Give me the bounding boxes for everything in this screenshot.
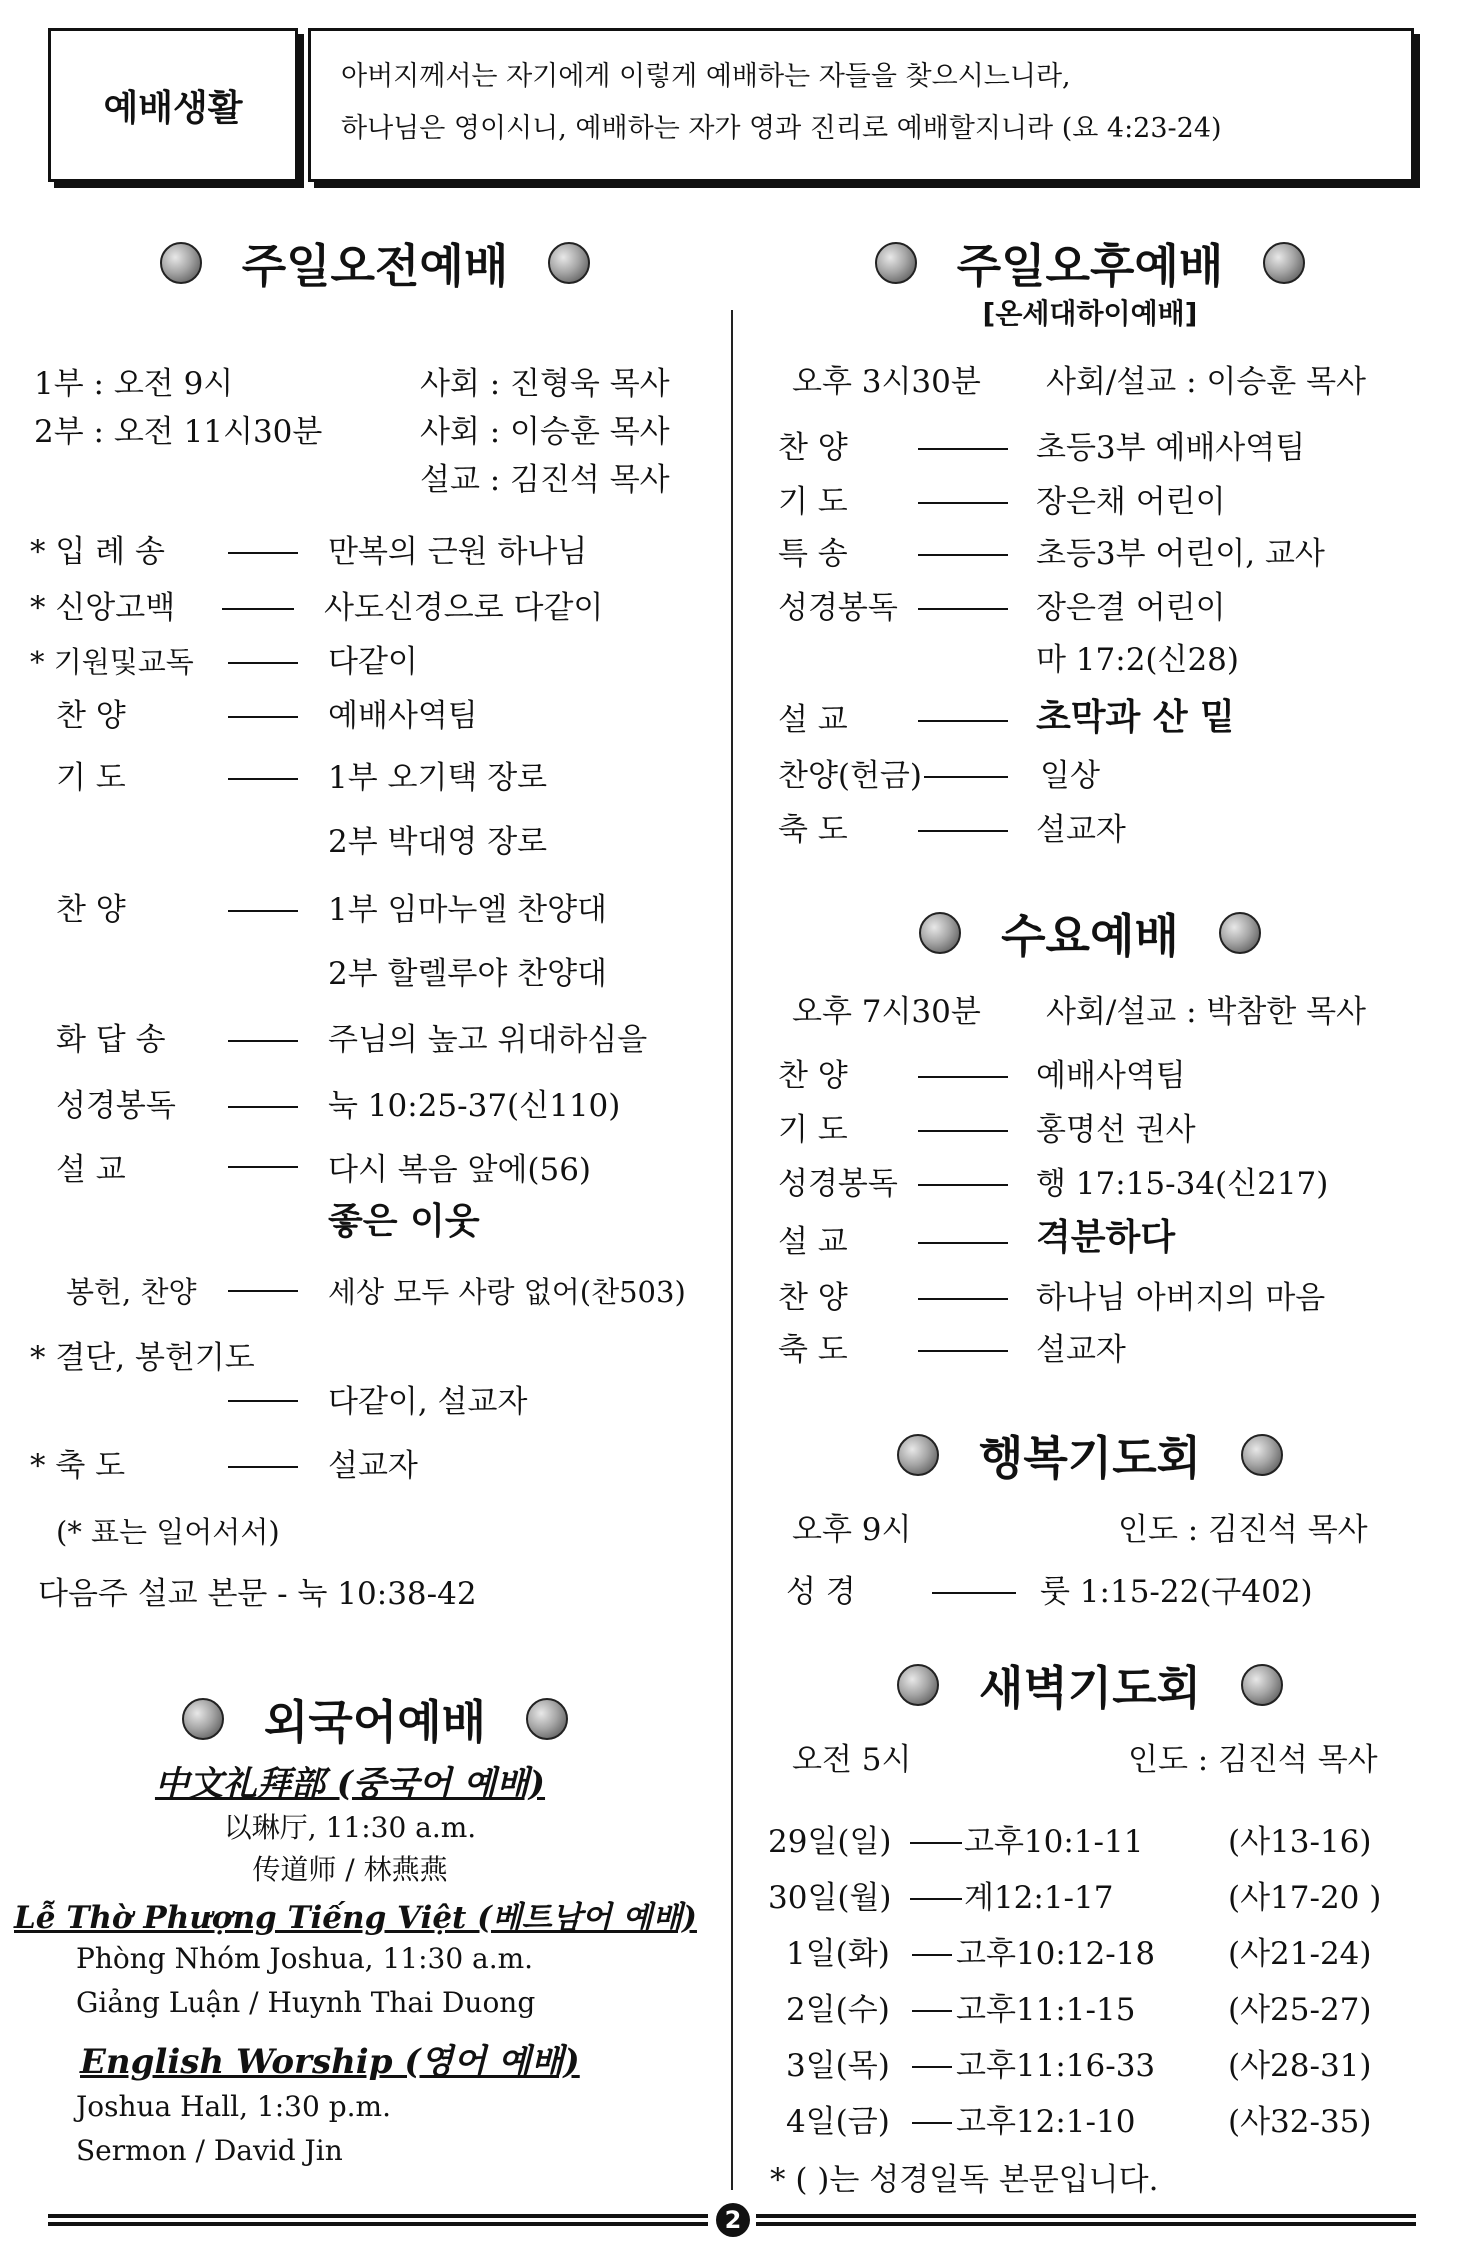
- dawn-day: 1일(화): [786, 1936, 890, 1972]
- sermon-title: 격분하다: [1036, 1217, 1176, 1258]
- order-label: * 입 례 송: [30, 534, 165, 570]
- dawn-reading: 계12:1-17: [964, 1880, 1114, 1916]
- vietnamese-title: Lễ Thờ Phượng Tiếng Việt (베트남어 예배): [14, 1900, 697, 1936]
- dawn-reading: 고후11:16-33: [956, 2048, 1156, 2084]
- bullet-circle-icon: [160, 242, 202, 284]
- order-label: 특 송: [778, 536, 848, 572]
- order-value: 일상: [1040, 758, 1100, 794]
- dawn-day: 30일(월): [768, 1880, 892, 1916]
- dash-line: [918, 1350, 1008, 1352]
- dash-line: [912, 2122, 952, 2124]
- order-value: 초등3부 예배사역팀: [1036, 430, 1306, 466]
- bullet-circle-icon: [526, 1698, 568, 1740]
- order-value: 1부 오기택 장로: [328, 760, 548, 796]
- afternoon-time: 오후 3시30분: [792, 364, 981, 400]
- sermon-title: 좋은 이웃: [328, 1201, 480, 1242]
- order-label: 찬양(헌금): [778, 758, 922, 794]
- afternoon-title: 주일오후예배: [745, 230, 1435, 296]
- vietnamese-line-2: Giảng Luận / Huynh Thai Duong: [76, 1986, 536, 2019]
- dawn-ref: (사21-24): [1228, 1936, 1372, 1972]
- dash-line: [228, 1466, 298, 1468]
- happy-scripture: 룻 1:15-22(구402): [1040, 1574, 1313, 1610]
- dawn-leader: 인도 : 김진석 목사: [1128, 1742, 1378, 1778]
- order-label: 찬 양: [778, 1280, 848, 1316]
- verse-box: [308, 28, 1414, 182]
- dash-line: [228, 1400, 298, 1402]
- next-week-sermon: 다음주 설교 본문 - 눅 10:38-42: [38, 1576, 477, 1612]
- dash-line: [918, 554, 1008, 556]
- dash-line: [912, 1954, 952, 1956]
- order-value: 주님의 높고 위대하심을: [328, 1022, 648, 1058]
- order-value-2: 2부 박대영 장로: [328, 824, 548, 860]
- bullet-circle-icon: [897, 1664, 939, 1706]
- order-label: 화 답 송: [56, 1022, 166, 1058]
- order-label: 축 도: [778, 1332, 848, 1368]
- dawn-reading: 고후12:1-10: [956, 2104, 1136, 2140]
- bullet-circle-icon: [919, 912, 961, 954]
- order-label: 축 도: [778, 812, 848, 848]
- order-label: 성경봉독: [778, 1166, 898, 1202]
- footer-rule-left: [48, 2214, 708, 2226]
- bullet-circle-icon: [1241, 1434, 1283, 1476]
- order-label: 찬 양: [56, 698, 126, 734]
- happy-leader: 인도 : 김진석 목사: [1118, 1512, 1368, 1548]
- dash-line: [918, 720, 1008, 722]
- happy-time: 오후 9시: [792, 1512, 912, 1548]
- happy-scripture-label: 성 경: [786, 1574, 856, 1610]
- english-line-1: Joshua Hall, 1:30 p.m.: [76, 2090, 391, 2123]
- wednesday-host: 사회/설교 : 박참한 목사: [1046, 994, 1366, 1030]
- order-value: 장은결 어린이: [1036, 590, 1226, 626]
- dawn-day: 2일(수): [786, 1992, 890, 2028]
- dash-line: [228, 1166, 298, 1168]
- order-value: 행 17:15-34(신217): [1036, 1166, 1329, 1202]
- dash-line: [228, 1040, 298, 1042]
- sermon-title: 초막과 산 밑: [1036, 697, 1235, 738]
- dash-line: [918, 1242, 1008, 1244]
- bullet-circle-icon: [1263, 242, 1305, 284]
- page-number: 2: [716, 2203, 750, 2237]
- dawn-reading: 고후10:1-11: [964, 1824, 1144, 1860]
- verse-line-1: 아버지께서는 자기에게 이렇게 예배하는 자들을 찾으시느니라,: [341, 61, 1071, 92]
- english-line-2: Sermon / David Jin: [76, 2134, 343, 2167]
- chinese-title: 中文礼拜部 (중국어 예배): [154, 1764, 546, 1804]
- order-value: 하나님 아버지의 마음: [1036, 1280, 1326, 1316]
- morning-preacher: 설교 : 김진석 목사: [420, 462, 670, 498]
- vietnamese-line-1: Phòng Nhóm Joshua, 11:30 a.m.: [76, 1942, 534, 1975]
- bullet-circle-icon: [1241, 1664, 1283, 1706]
- dawn-ref: (사28-31): [1228, 2048, 1372, 2084]
- dawn-day: 29일(일): [768, 1824, 892, 1860]
- order-value: 설교자: [328, 1448, 418, 1484]
- order-label: 설 교: [56, 1152, 126, 1188]
- foreign-title: 외국어예배: [30, 1686, 720, 1752]
- dash-line: [918, 502, 1008, 504]
- verse-line-2: 하나님은 영이시니, 예배하는 자가 영과 진리로 예배할지니라 (요 4:23-24): [341, 113, 1222, 144]
- dash-line: [912, 2010, 952, 2012]
- order-label: 찬 양: [778, 430, 848, 466]
- dash-line: [918, 1076, 1008, 1078]
- order-value: 설교자: [1036, 812, 1126, 848]
- afternoon-host: 사회/설교 : 이승훈 목사: [1046, 364, 1366, 400]
- order-label: 봉헌, 찬양: [66, 1275, 197, 1309]
- dash-line: [932, 1592, 1016, 1594]
- morning-title: 주일오전예배: [30, 230, 720, 296]
- order-label: 기 도: [56, 760, 126, 796]
- dawn-ref: (사32-35): [1228, 2104, 1372, 2140]
- happy-prayer-title: 행복기도회: [745, 1422, 1435, 1488]
- dash-line: [918, 830, 1008, 832]
- dash-line: [918, 1298, 1008, 1300]
- order-label: 설 교: [778, 702, 848, 738]
- dash-line: [228, 1290, 298, 1292]
- dawn-day: 3일(목): [786, 2048, 890, 2084]
- column-divider: [731, 310, 733, 2190]
- standing-note: (* 표는 일어서서): [56, 1515, 280, 1549]
- order-value: 다시 복음 앞에(56): [328, 1152, 592, 1188]
- order-label: 설 교: [778, 1224, 848, 1260]
- bullet-circle-icon: [182, 1698, 224, 1740]
- order-label: * 결단, 봉헌기도: [30, 1340, 255, 1376]
- dash-line: [228, 778, 298, 780]
- order-value-2: 2부 할렐루야 찬양대: [328, 956, 607, 992]
- dash-line: [228, 662, 298, 664]
- dawn-reading: 고후10:12-18: [956, 1936, 1156, 1972]
- dawn-day: 4일(금): [786, 2104, 890, 2140]
- chinese-line-1: 以琳厅, 11:30 a.m.: [223, 1811, 477, 1844]
- order-value: 초등3부 어린이, 교사: [1036, 536, 1325, 572]
- order-value: 세상 모두 사랑 없어(찬503): [328, 1275, 686, 1309]
- morning-s2-host: 사회 : 이승훈 목사: [420, 414, 670, 450]
- dash-line: [918, 448, 1008, 450]
- dawn-note: * ( )는 성경일독 본문입니다.: [770, 2162, 1159, 2198]
- order-label: * 기원및교독: [30, 645, 194, 679]
- order-value: 만복의 근원 하나님: [328, 534, 588, 570]
- order-value-2: 마 17:2(신28): [1036, 642, 1239, 678]
- dash-line: [228, 716, 298, 718]
- order-value: 다같이, 설교자: [328, 1384, 528, 1420]
- dash-line: [910, 1842, 962, 1844]
- order-label: 성경봉독: [56, 1088, 176, 1124]
- dash-line: [912, 2066, 952, 2068]
- order-value: 다같이: [328, 644, 418, 680]
- section-label-box: [48, 28, 298, 182]
- dash-line: [918, 608, 1008, 610]
- order-label: 기 도: [778, 1112, 848, 1148]
- order-label: 성경봉독: [778, 590, 898, 626]
- dawn-prayer-title: 새벽기도회: [745, 1652, 1435, 1718]
- order-label: 찬 양: [778, 1058, 848, 1094]
- bullet-circle-icon: [875, 242, 917, 284]
- order-label: * 신앙고백: [30, 590, 176, 626]
- dash-line: [918, 1184, 1008, 1186]
- order-label: 기 도: [778, 484, 848, 520]
- order-label: * 축 도: [30, 1448, 126, 1484]
- bullet-circle-icon: [897, 1434, 939, 1476]
- dawn-ref: (사13-16): [1228, 1824, 1372, 1860]
- dash-line: [924, 776, 1008, 778]
- order-label: 찬 양: [56, 892, 126, 928]
- dawn-reading: 고후11:1-15: [956, 1992, 1136, 2028]
- order-value: 사도신경으로 다같이: [324, 590, 604, 626]
- order-value: 눅 10:25-37(신110): [328, 1088, 621, 1124]
- order-value: 예배사역팀: [1036, 1058, 1186, 1094]
- dawn-ref: (사25-27): [1228, 1992, 1372, 2028]
- section-label: 예배생활: [103, 87, 243, 129]
- english-title: English Worship (영어 예배): [80, 2042, 580, 2082]
- order-value: 장은채 어린이: [1036, 484, 1226, 520]
- dash-line: [228, 910, 298, 912]
- bullet-circle-icon: [548, 242, 590, 284]
- dash-line: [918, 1130, 1008, 1132]
- order-value: 홍명선 권사: [1036, 1112, 1196, 1148]
- dash-line: [222, 608, 294, 610]
- order-value: 설교자: [1036, 1332, 1126, 1368]
- morning-s1-host: 사회 : 진형욱 목사: [420, 366, 670, 402]
- morning-s2-time: 2부 : 오전 11시30분: [34, 414, 323, 450]
- footer-rule-right: [756, 2214, 1416, 2226]
- morning-s1-time: 1부 : 오전 9시: [34, 366, 234, 402]
- dawn-ref: (사17-20 ): [1228, 1880, 1382, 1916]
- order-value: 예배사역팀: [328, 698, 478, 734]
- afternoon-subtitle: [온세대하이예배]: [982, 297, 1198, 330]
- order-value: 1부 임마누엘 찬양대: [328, 892, 607, 928]
- dash-line: [910, 1898, 962, 1900]
- dash-line: [228, 1106, 298, 1108]
- wednesday-title: 수요예배: [745, 900, 1435, 966]
- bullet-circle-icon: [1219, 912, 1261, 954]
- dash-line: [228, 552, 298, 554]
- wednesday-time: 오후 7시30분: [792, 994, 981, 1030]
- chinese-line-2: 传道师 / 林燕燕: [252, 1853, 448, 1886]
- dawn-time: 오전 5시: [792, 1742, 912, 1778]
